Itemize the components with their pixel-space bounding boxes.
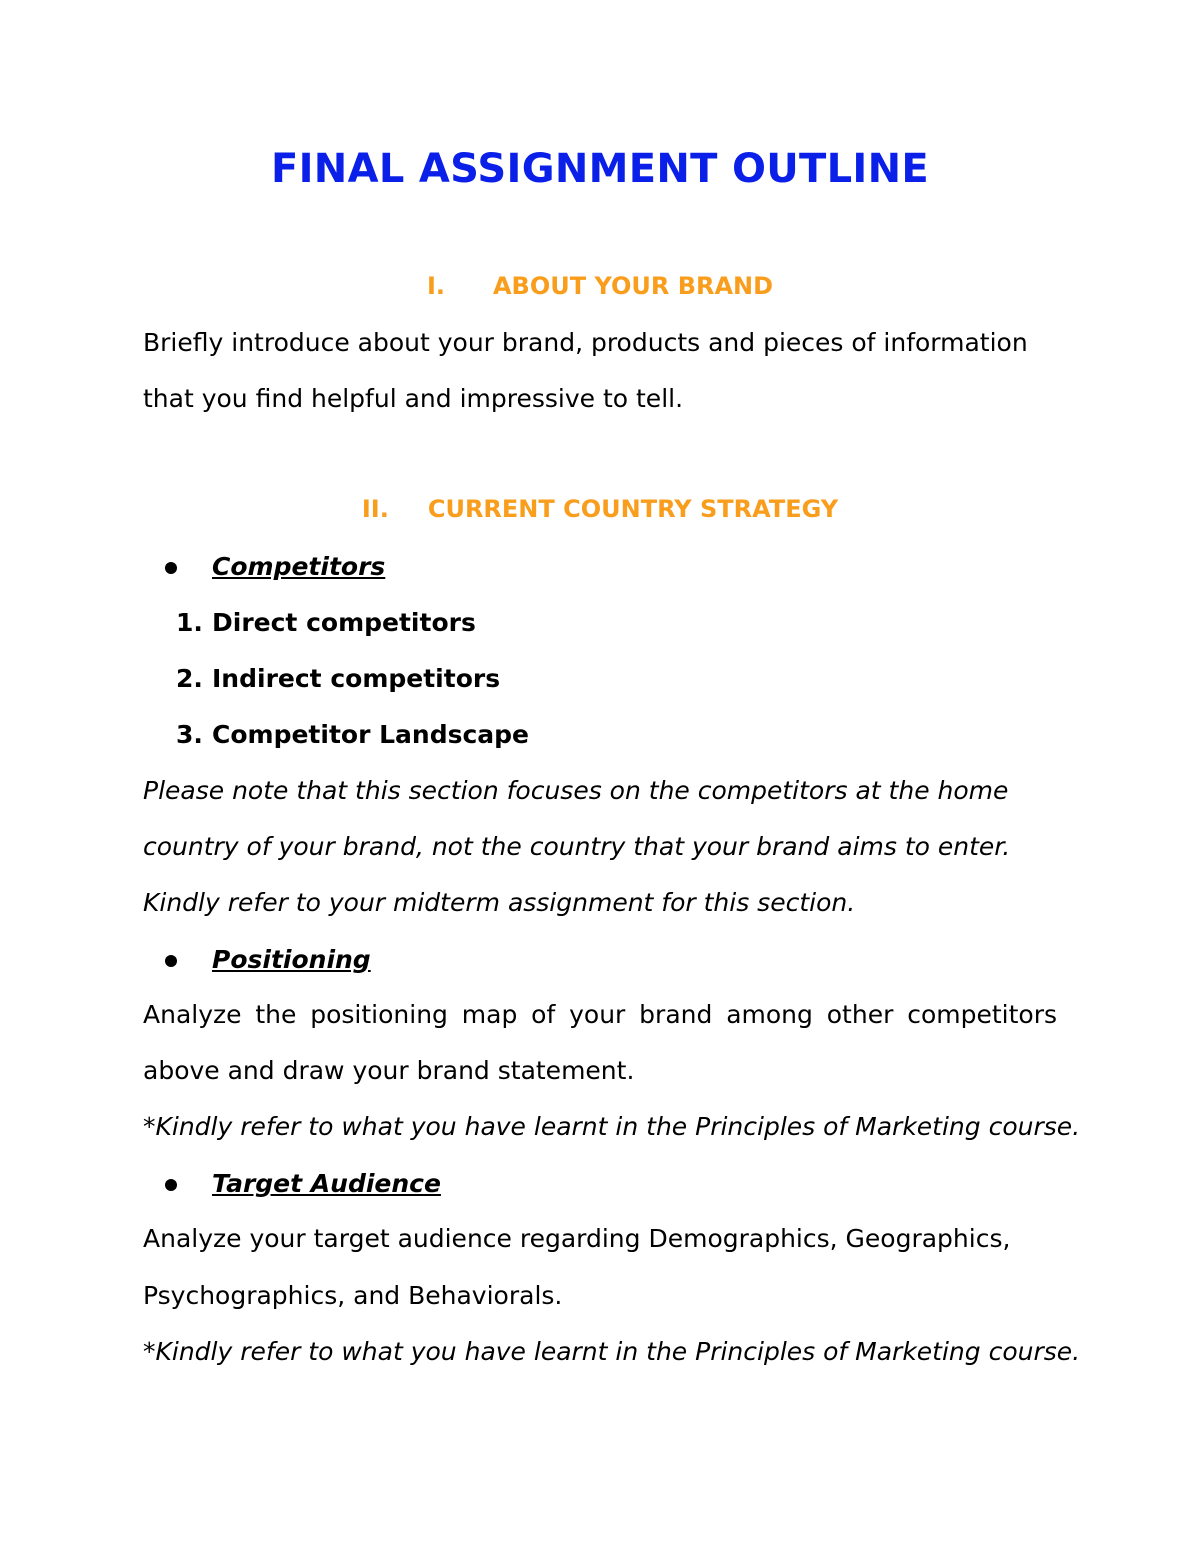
list-item-number: 1. bbox=[176, 608, 203, 637]
body-text-line: Psychographics, and Behaviorals. bbox=[143, 1281, 563, 1310]
subsection-label-target-audience: Target Audience bbox=[212, 1169, 441, 1198]
note-text-line: *Kindly refer to what you have learnt in the Principles of Marketing course. bbox=[143, 1337, 1081, 1366]
note-text-line: Kindly refer to your midterm assignment for this section. bbox=[143, 888, 856, 917]
bullet-icon bbox=[165, 1179, 177, 1191]
list-item bbox=[176, 662, 500, 696]
note-text-line: *Kindly refer to what you have learnt in the Principles of Marketing course. bbox=[143, 1112, 1081, 1141]
subsection-label-positioning: Positioning bbox=[212, 945, 371, 974]
list-item-number: 2. bbox=[176, 664, 203, 693]
note-text-line: Please note that this section focuses on the competitors at the home bbox=[143, 776, 1009, 805]
list-item bbox=[176, 718, 529, 752]
list-item-text: Indirect competitors bbox=[212, 664, 501, 693]
list-item-number: 3. bbox=[176, 720, 203, 749]
section-number: II. bbox=[361, 495, 389, 523]
body-text-line: that you find helpful and impressive to tell. bbox=[143, 384, 684, 413]
section-heading-text: CURRENT COUNTRY STRATEGY bbox=[427, 495, 839, 523]
section-heading-about-brand bbox=[0, 272, 1200, 300]
section-heading-text: ABOUT YOUR BRAND bbox=[492, 272, 774, 300]
list-item bbox=[176, 606, 476, 640]
body-text-line: Analyze your target audience regarding Demographics, Geographics, bbox=[143, 1224, 1011, 1253]
list-item-text: Direct competitors bbox=[212, 608, 476, 637]
bullet-icon bbox=[165, 955, 177, 967]
document-title: FINAL ASSIGNMENT OUTLINE bbox=[271, 146, 929, 192]
section-number: I. bbox=[426, 272, 445, 300]
note-text-line: country of your brand, not the country that your brand aims to enter. bbox=[143, 832, 1011, 861]
bullet-icon bbox=[165, 562, 177, 574]
subsection-label-competitors: Competitors bbox=[212, 552, 386, 581]
list-item-text: Competitor Landscape bbox=[212, 720, 530, 749]
body-text-line: Analyze the positioning map of your brand among other competitors bbox=[143, 1000, 1057, 1029]
body-text-line: Briefly introduce about your brand, products and pieces of information bbox=[143, 328, 1028, 357]
body-text-line: above and draw your brand statement. bbox=[143, 1056, 635, 1085]
section-heading-current-country-strategy bbox=[0, 495, 1200, 523]
